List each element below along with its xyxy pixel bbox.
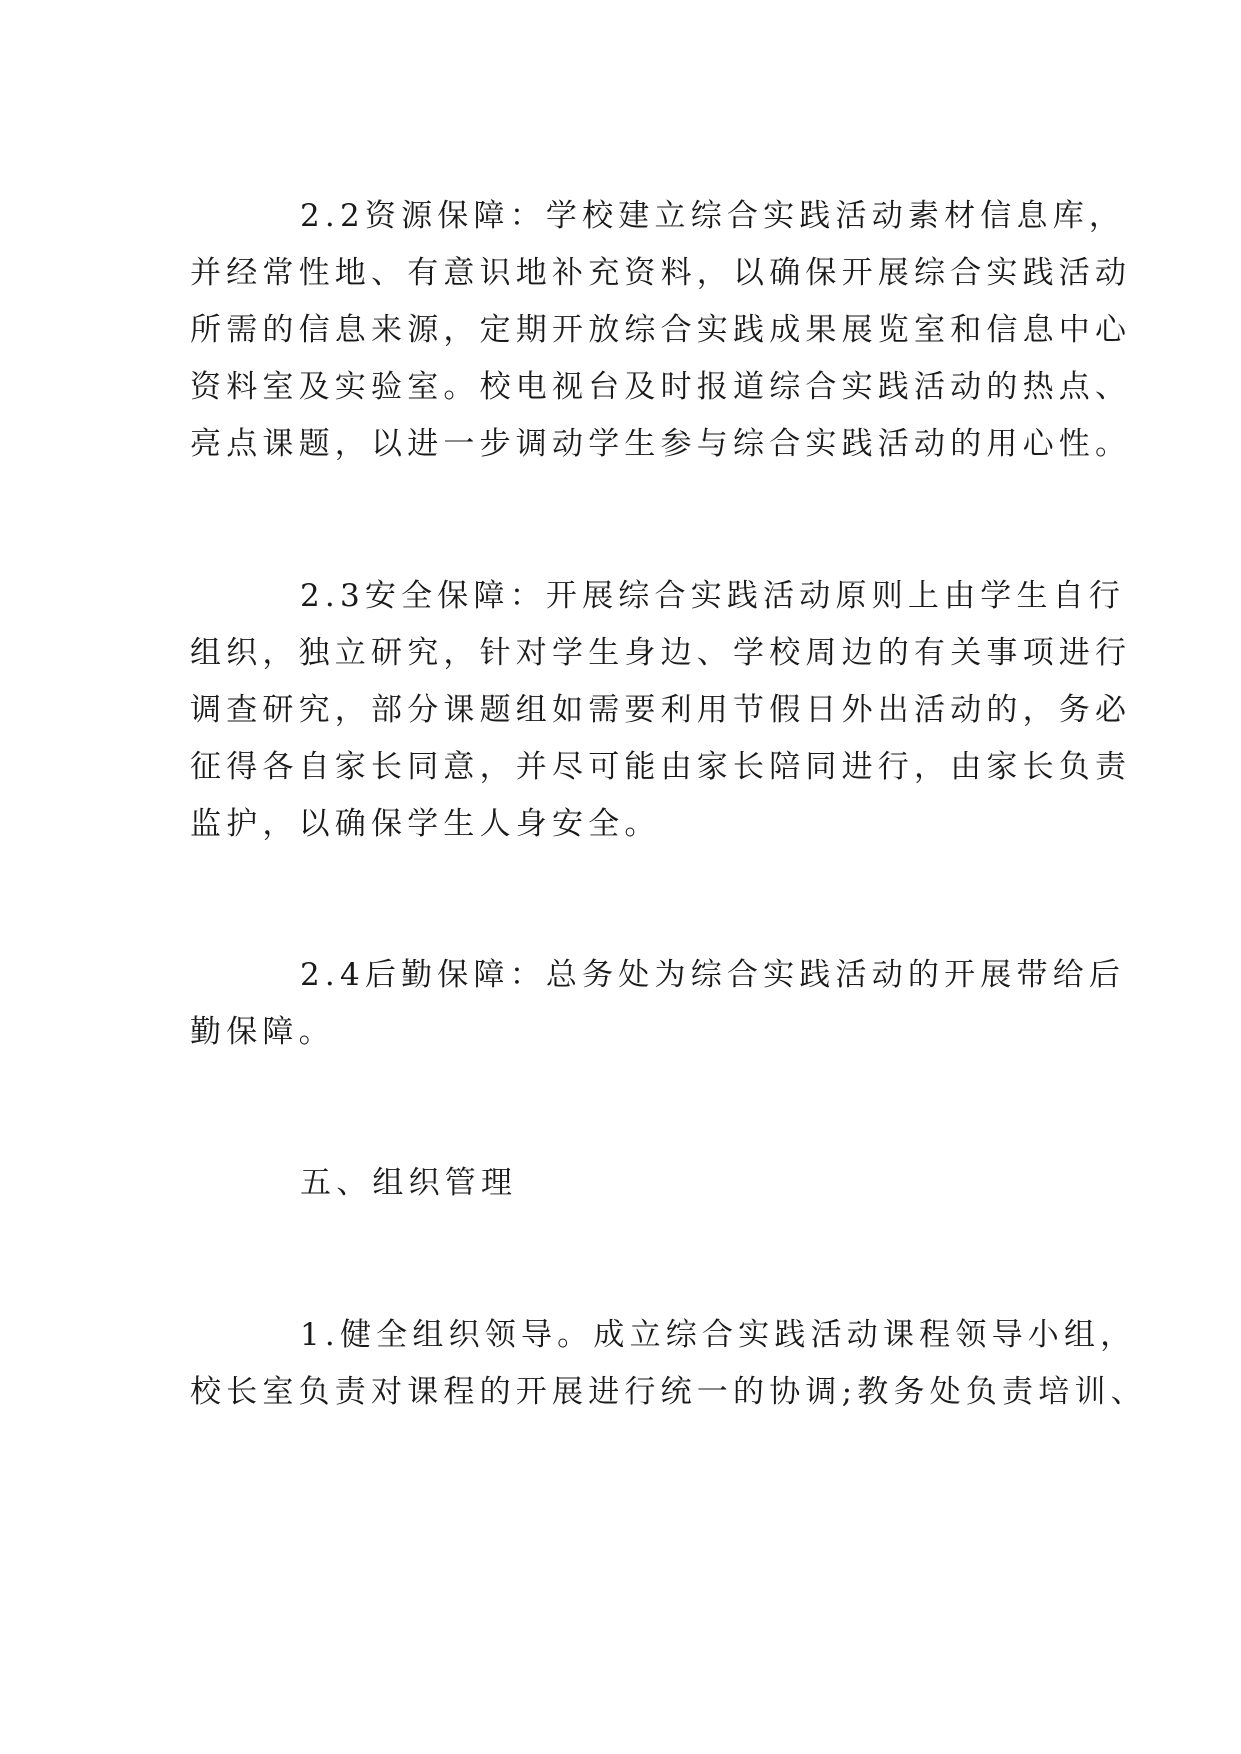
paragraph-line: 2.3安全保障：开展综合实践活动原则上由学生自行 [300,578,1126,614]
paragraph-line: 所需的信息来源，定期开放综合实践成果展览室和信息中心 [190,312,1132,348]
paragraph-line: 2.2资源保障：学校建立综合实践活动素材信息库， [300,198,1126,234]
section-heading-text: 五、组织管理 [300,1165,518,1201]
paragraph-line: 1.健全组织领导。成立综合实践活动课程领导小组， [300,1317,1137,1353]
paragraph-line: 2.4后勤保障：总务处为综合实践活动的开展带给后 [300,957,1126,993]
paragraph-line: 监护，以确保学生人身安全。 [190,806,661,842]
paragraph-line: 校长室负责对课程的开展进行统一的协调;教务处负责培训、 [190,1374,1147,1410]
paragraph-line: 组织，独立研究，针对学生身边、学校周边的有关事项进行 [190,635,1132,671]
paragraph-line: 资料室及实验室。校电视台及时报道综合实践活动的热点、 [190,369,1132,405]
paragraph-line: 并经常性地、有意识地补充资料，以确保开展综合实践活动 [190,255,1132,291]
paragraph-line: 征得各自家长同意，并尽可能由家长陪同进行，由家长负责 [190,749,1132,785]
paragraph-line: 勤保障。 [190,1014,335,1050]
paragraph-line: 调查研究，部分课题组如需要利用节假日外出活动的，务必 [190,692,1132,728]
paragraph-line: 亮点课题，以进一步调动学生参与综合实践活动的用心性。 [190,426,1132,462]
